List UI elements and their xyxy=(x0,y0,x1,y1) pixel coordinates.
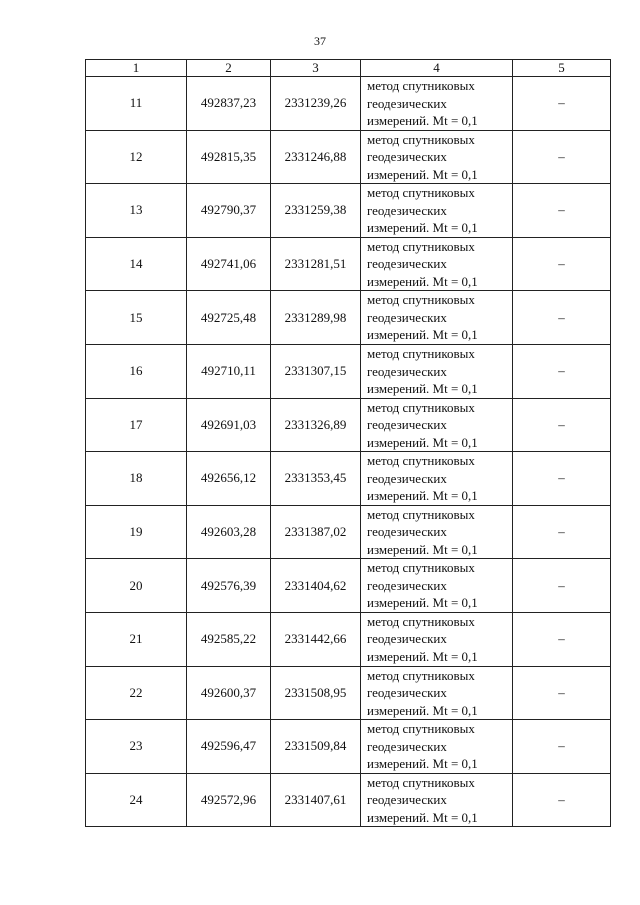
y-coordinate-cell: 2331407,61 xyxy=(271,773,361,827)
x-coordinate-cell: 492572,96 xyxy=(187,773,271,827)
x-coordinate-cell: 492576,39 xyxy=(187,559,271,613)
note-cell: – xyxy=(513,77,611,131)
table-row xyxy=(86,184,611,238)
point-number-cell: 20 xyxy=(86,559,187,613)
point-number-cell: 18 xyxy=(86,452,187,506)
y-coordinate-cell: 2331353,45 xyxy=(271,452,361,506)
table-row xyxy=(86,666,611,720)
method-cell xyxy=(361,237,513,291)
method-line: геодезических xyxy=(367,470,447,486)
note-cell: – xyxy=(513,505,611,559)
header-col-4: 4 xyxy=(361,60,513,77)
method-cell xyxy=(361,559,513,613)
method-cell xyxy=(361,77,513,131)
method-line: метод спутниковых xyxy=(367,238,475,254)
y-coordinate-cell: 2331404,62 xyxy=(271,559,361,613)
method-line: измерений. Mt = 0,1 xyxy=(367,381,478,397)
x-coordinate-cell: 492741,06 xyxy=(187,237,271,291)
method-line: метод спутниковых xyxy=(367,346,475,362)
method-line: геодезических xyxy=(367,149,447,165)
note-cell: – xyxy=(513,398,611,452)
method-line: геодезических xyxy=(367,577,447,593)
method-line: измерений. Mt = 0,1 xyxy=(367,541,478,557)
method-cell xyxy=(361,398,513,452)
table-row xyxy=(86,505,611,559)
method-line: измерений. Mt = 0,1 xyxy=(367,434,478,450)
note-cell: – xyxy=(513,130,611,184)
y-coordinate-cell: 2331387,02 xyxy=(271,505,361,559)
table-row xyxy=(86,291,611,345)
method-line: геодезических xyxy=(367,417,447,433)
method-line: измерений. Mt = 0,1 xyxy=(367,595,478,611)
note-cell: – xyxy=(513,666,611,720)
method-line: измерений. Mt = 0,1 xyxy=(367,488,478,504)
table-row xyxy=(86,344,611,398)
point-number-cell: 15 xyxy=(86,291,187,345)
method-cell xyxy=(361,452,513,506)
method-line: измерений. Mt = 0,1 xyxy=(367,702,478,718)
table-row xyxy=(86,559,611,613)
method-cell xyxy=(361,612,513,666)
y-coordinate-cell: 2331239,26 xyxy=(271,77,361,131)
method-cell xyxy=(361,344,513,398)
method-cell xyxy=(361,720,513,774)
y-coordinate-cell: 2331307,15 xyxy=(271,344,361,398)
point-number-cell: 19 xyxy=(86,505,187,559)
method-line: метод спутниковых xyxy=(367,506,475,522)
method-line: метод спутниковых xyxy=(367,78,475,94)
method-line: геодезических xyxy=(367,738,447,754)
note-cell: – xyxy=(513,237,611,291)
method-cell xyxy=(361,184,513,238)
y-coordinate-cell: 2331281,51 xyxy=(271,237,361,291)
point-number-cell: 12 xyxy=(86,130,187,184)
point-number-cell: 23 xyxy=(86,720,187,774)
method-cell xyxy=(361,505,513,559)
method-cell xyxy=(361,291,513,345)
table-row xyxy=(86,612,611,666)
method-line: измерений. Mt = 0,1 xyxy=(367,756,478,772)
x-coordinate-cell: 492790,37 xyxy=(187,184,271,238)
x-coordinate-cell: 492691,03 xyxy=(187,398,271,452)
method-line: метод спутниковых xyxy=(367,613,475,629)
method-line: измерений. Mt = 0,1 xyxy=(367,273,478,289)
method-line: измерений. Mt = 0,1 xyxy=(367,648,478,664)
table-row xyxy=(86,237,611,291)
method-line: метод спутниковых xyxy=(367,292,475,308)
x-coordinate-cell: 492603,28 xyxy=(187,505,271,559)
method-line: метод спутниковых xyxy=(367,453,475,469)
point-number-cell: 22 xyxy=(86,666,187,720)
y-coordinate-cell: 2331509,84 xyxy=(271,720,361,774)
table-row xyxy=(86,77,611,131)
method-line: геодезических xyxy=(367,363,447,379)
method-line: измерений. Mt = 0,1 xyxy=(367,166,478,182)
method-line: геодезических xyxy=(367,631,447,647)
x-coordinate-cell: 492600,37 xyxy=(187,666,271,720)
y-coordinate-cell: 2331508,95 xyxy=(271,666,361,720)
note-cell: – xyxy=(513,773,611,827)
method-line: геодезических xyxy=(367,524,447,540)
note-cell: – xyxy=(513,612,611,666)
point-number-cell: 17 xyxy=(86,398,187,452)
header-col-5: 5 xyxy=(513,60,611,77)
x-coordinate-cell: 492656,12 xyxy=(187,452,271,506)
table-header xyxy=(86,60,611,77)
header-row xyxy=(86,60,611,77)
x-coordinate-cell: 492837,23 xyxy=(187,77,271,131)
method-line: метод спутниковых xyxy=(367,131,475,147)
method-line: метод спутниковых xyxy=(367,560,475,576)
table-row xyxy=(86,130,611,184)
y-coordinate-cell: 2331326,89 xyxy=(271,398,361,452)
header-col-3: 3 xyxy=(271,60,361,77)
method-line: геодезических xyxy=(367,685,447,701)
note-cell: – xyxy=(513,291,611,345)
method-line: метод спутниковых xyxy=(367,721,475,737)
y-coordinate-cell: 2331442,66 xyxy=(271,612,361,666)
y-coordinate-cell: 2331259,38 xyxy=(271,184,361,238)
table-row xyxy=(86,720,611,774)
method-line: метод спутниковых xyxy=(367,774,475,790)
table-row xyxy=(86,452,611,506)
x-coordinate-cell: 492596,47 xyxy=(187,720,271,774)
x-coordinate-cell: 492815,35 xyxy=(187,130,271,184)
method-line: геодезических xyxy=(367,95,447,111)
method-cell xyxy=(361,773,513,827)
note-cell: – xyxy=(513,344,611,398)
note-cell: – xyxy=(513,184,611,238)
header-col-1: 1 xyxy=(86,60,187,77)
x-coordinate-cell: 492585,22 xyxy=(187,612,271,666)
header-col-2: 2 xyxy=(187,60,271,77)
method-line: метод спутниковых xyxy=(367,185,475,201)
y-coordinate-cell: 2331246,88 xyxy=(271,130,361,184)
method-line: геодезических xyxy=(367,256,447,272)
page-number: 37 xyxy=(314,34,326,48)
point-number-cell: 16 xyxy=(86,344,187,398)
point-number-cell: 14 xyxy=(86,237,187,291)
note-cell: – xyxy=(513,452,611,506)
y-coordinate-cell: 2331289,98 xyxy=(271,291,361,345)
table-body xyxy=(86,77,611,827)
point-number-cell: 21 xyxy=(86,612,187,666)
coordinates-table xyxy=(85,59,611,827)
table-row xyxy=(86,773,611,827)
table-row xyxy=(86,398,611,452)
point-number-cell: 11 xyxy=(86,77,187,131)
method-line: геодезических xyxy=(367,792,447,808)
point-number-cell: 13 xyxy=(86,184,187,238)
note-cell: – xyxy=(513,559,611,613)
method-line: измерений. Mt = 0,1 xyxy=(367,327,478,343)
method-line: измерений. Mt = 0,1 xyxy=(367,220,478,236)
method-cell xyxy=(361,666,513,720)
note-cell: – xyxy=(513,720,611,774)
method-line: геодезических xyxy=(367,202,447,218)
method-line: метод спутниковых xyxy=(367,667,475,683)
method-cell xyxy=(361,130,513,184)
method-line: измерений. Mt = 0,1 xyxy=(367,809,478,825)
x-coordinate-cell: 492725,48 xyxy=(187,291,271,345)
method-line: метод спутниковых xyxy=(367,399,475,415)
method-line: геодезических xyxy=(367,309,447,325)
method-line: измерений. Mt = 0,1 xyxy=(367,113,478,129)
x-coordinate-cell: 492710,11 xyxy=(187,344,271,398)
point-number-cell: 24 xyxy=(86,773,187,827)
